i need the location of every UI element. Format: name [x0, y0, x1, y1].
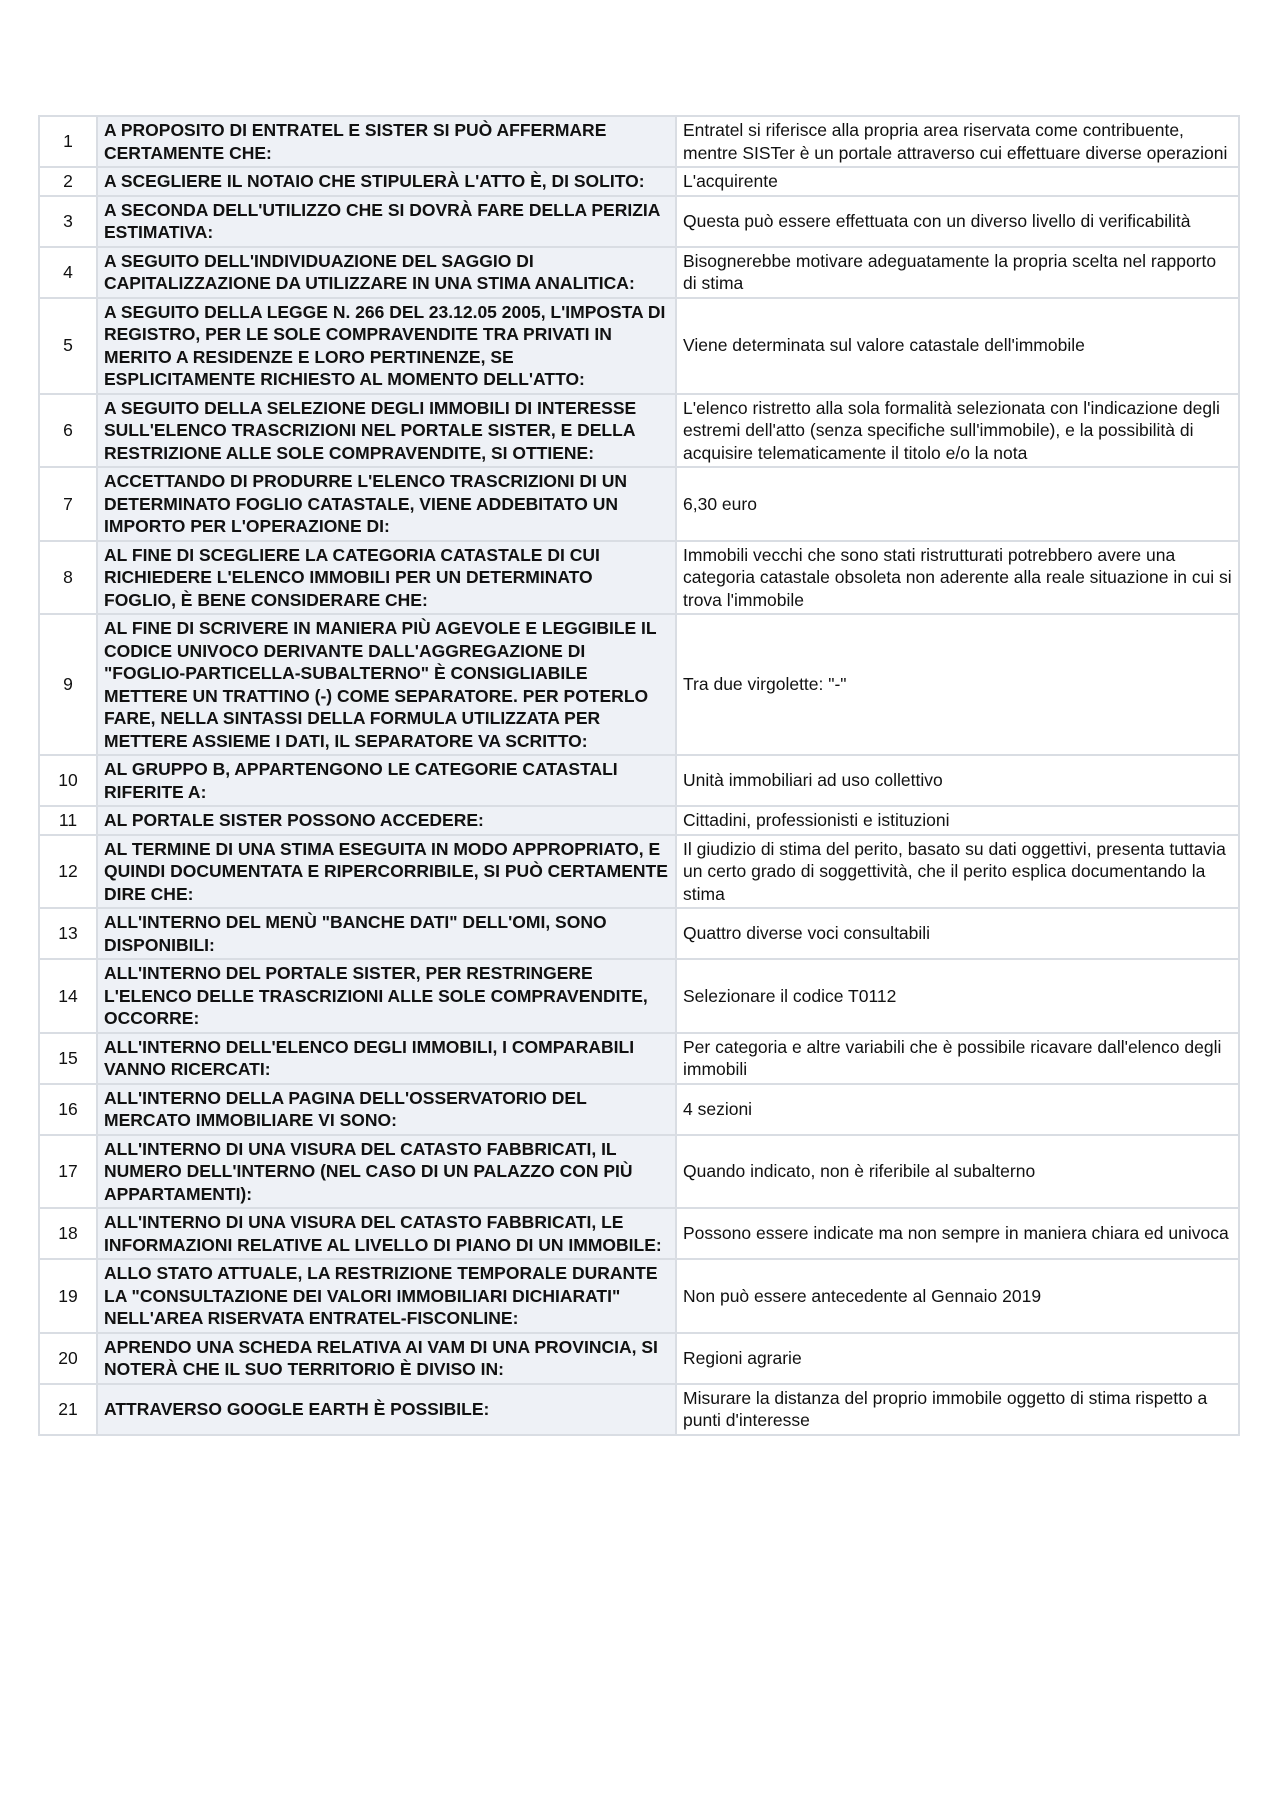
table-row: [39, 908, 1239, 959]
question-cell: AL FINE DI SCRIVERE IN MANIERA PIÙ AGEVOLE E LEGGIBILE IL CODICE UNIVOCO DERIVANTE DALL'AGGREGAZIONE DI "FOGLIO-PARTICELLA-SUBALTERNO" È CONSIGLIABILE METTERE UN TRATTINO (-) COME SEPARATORE. PER POTERLO FARE, NELLA SINTASSI DELLA FORMULA UTILIZZATA PER METTERE ASSIEME I DATI, IL SEPARATORE VA SCRITTO:: [97, 614, 676, 755]
question-cell: A PROPOSITO DI ENTRATEL E SISTER SI PUÒ AFFERMARE CERTAMENTE CHE:: [97, 116, 676, 167]
answer-cell: Tra due virgolette: "-": [676, 614, 1239, 755]
table-row: [39, 614, 1239, 755]
answer-cell: Unità immobiliari ad uso collettivo: [676, 755, 1239, 806]
row-number: 13: [39, 908, 97, 959]
table-row: [39, 116, 1239, 167]
answer-cell: Selezionare il codice T0112: [676, 959, 1239, 1033]
answer-cell: Questa può essere effettuata con un diverso livello di verificabilità: [676, 196, 1239, 247]
question-cell: A SEGUITO DELL'INDIVIDUAZIONE DEL SAGGIO DI CAPITALIZZAZIONE DA UTILIZZARE IN UNA STIMA ANALITICA:: [97, 247, 676, 298]
row-number: 11: [39, 806, 97, 835]
question-cell: ACCETTANDO DI PRODURRE L'ELENCO TRASCRIZIONI DI UN DETERMINATO FOGLIO CATASTALE, VIENE ADDEBITATO UN IMPORTO PER L'OPERAZIONE DI:: [97, 467, 676, 541]
answer-cell: Misurare la distanza del proprio immobile oggetto di stima rispetto a punti d'interesse: [676, 1384, 1239, 1435]
table-row: [39, 959, 1239, 1033]
question-cell: AL GRUPPO B, APPARTENGONO LE CATEGORIE CATASTALI RIFERITE A:: [97, 755, 676, 806]
question-cell: AL PORTALE SISTER POSSONO ACCEDERE:: [97, 806, 676, 835]
row-number: 21: [39, 1384, 97, 1435]
row-number: 9: [39, 614, 97, 755]
answer-cell: 4 sezioni: [676, 1084, 1239, 1135]
table-row: [39, 167, 1239, 196]
row-number: 20: [39, 1333, 97, 1384]
table-row: [39, 1333, 1239, 1384]
answer-cell: Quando indicato, non è riferibile al subalterno: [676, 1135, 1239, 1209]
row-number: 1: [39, 116, 97, 167]
table-row: [39, 1208, 1239, 1259]
answer-cell: Il giudizio di stima del perito, basato su dati oggettivi, presenta tuttavia un certo grado di soggettività, che il perito esplica documentando la stima: [676, 835, 1239, 909]
question-cell: ALL'INTERNO DEL PORTALE SISTER, PER RESTRINGERE L'ELENCO DELLE TRASCRIZIONI ALLE SOLE COMPRAVENDITE, OCCORRE:: [97, 959, 676, 1033]
question-cell: A SEGUITO DELLA SELEZIONE DEGLI IMMOBILI DI INTERESSE SULL'ELENCO TRASCRIZIONI NEL PORTALE SISTER, E DELLA RESTRIZIONE ALLE SOLE COMPRAVENDITE, SI OTTIENE:: [97, 394, 676, 468]
question-cell: A SEGUITO DELLA LEGGE N. 266 DEL 23.12.05 2005, L'IMPOSTA DI REGISTRO, PER LE SOLE COMPRAVENDITE TRA PRIVATI IN MERITO A RESIDENZE E LORO PERTINENZE, SE ESPLICITAMENTE RICHIESTO AL MOMENTO DELL'ATTO:: [97, 298, 676, 394]
row-number: 8: [39, 541, 97, 615]
answer-cell: Regioni agrarie: [676, 1333, 1239, 1384]
row-number: 19: [39, 1259, 97, 1333]
row-number: 12: [39, 835, 97, 909]
answer-cell: L'acquirente: [676, 167, 1239, 196]
answer-cell: L'elenco ristretto alla sola formalità selezionata con l'indicazione degli estremi dell'atto (senza specifiche sull'immobile), e la possibilità di acquisire telematicamente il titolo e/o la nota: [676, 394, 1239, 468]
answer-cell: Entratel si riferisce alla propria area riservata come contribuente, mentre SISTer è un portale attraverso cui effettuare diverse operazioni: [676, 116, 1239, 167]
question-cell: ALL'INTERNO DELLA PAGINA DELL'OSSERVATORIO DEL MERCATO IMMOBILIARE VI SONO:: [97, 1084, 676, 1135]
table-row: [39, 298, 1239, 394]
row-number: 10: [39, 755, 97, 806]
table-row: [39, 1135, 1239, 1209]
row-number: 5: [39, 298, 97, 394]
row-number: 2: [39, 167, 97, 196]
qa-table-body: [39, 116, 1239, 1435]
table-row: [39, 1384, 1239, 1435]
qa-table: [38, 115, 1240, 1436]
answer-cell: Bisognerebbe motivare adeguatamente la propria scelta nel rapporto di stima: [676, 247, 1239, 298]
row-number: 16: [39, 1084, 97, 1135]
question-cell: ALLO STATO ATTUALE, LA RESTRIZIONE TEMPORALE DURANTE LA "CONSULTAZIONE DEI VALORI IMMOBILIARI DICHIARATI" NELL'AREA RISERVATA ENTRATEL-FISCONLINE:: [97, 1259, 676, 1333]
row-number: 4: [39, 247, 97, 298]
table-row: [39, 1259, 1239, 1333]
table-row: [39, 1033, 1239, 1084]
row-number: 7: [39, 467, 97, 541]
answer-cell: Non può essere antecedente al Gennaio 2019: [676, 1259, 1239, 1333]
table-row: [39, 835, 1239, 909]
table-row: [39, 247, 1239, 298]
question-cell: ALL'INTERNO DELL'ELENCO DEGLI IMMOBILI, I COMPARABILI VANNO RICERCATI:: [97, 1033, 676, 1084]
row-number: 3: [39, 196, 97, 247]
question-cell: ALL'INTERNO DI UNA VISURA DEL CATASTO FABBRICATI, LE INFORMAZIONI RELATIVE AL LIVELLO DI PIANO DI UN IMMOBILE:: [97, 1208, 676, 1259]
row-number: 18: [39, 1208, 97, 1259]
answer-cell: Cittadini, professionisti e istituzioni: [676, 806, 1239, 835]
answer-cell: 6,30 euro: [676, 467, 1239, 541]
document-page: [38, 115, 1240, 1436]
row-number: 14: [39, 959, 97, 1033]
row-number: 17: [39, 1135, 97, 1209]
table-row: [39, 196, 1239, 247]
row-number: 6: [39, 394, 97, 468]
answer-cell: Possono essere indicate ma non sempre in maniera chiara ed univoca: [676, 1208, 1239, 1259]
question-cell: A SCEGLIERE IL NOTAIO CHE STIPULERÀ L'ATTO È, DI SOLITO:: [97, 167, 676, 196]
answer-cell: Per categoria e altre variabili che è possibile ricavare dall'elenco degli immobili: [676, 1033, 1239, 1084]
table-row: [39, 755, 1239, 806]
question-cell: AL FINE DI SCEGLIERE LA CATEGORIA CATASTALE DI CUI RICHIEDERE L'ELENCO IMMOBILI PER UN DETERMINATO FOGLIO, È BENE CONSIDERARE CHE:: [97, 541, 676, 615]
table-row: [39, 394, 1239, 468]
table-row: [39, 541, 1239, 615]
table-row: [39, 806, 1239, 835]
table-row: [39, 1084, 1239, 1135]
question-cell: APRENDO UNA SCHEDA RELATIVA AI VAM DI UNA PROVINCIA, SI NOTERÀ CHE IL SUO TERRITORIO È DIVISO IN:: [97, 1333, 676, 1384]
answer-cell: Viene determinata sul valore catastale dell'immobile: [676, 298, 1239, 394]
question-cell: ATTRAVERSO GOOGLE EARTH È POSSIBILE:: [97, 1384, 676, 1435]
row-number: 15: [39, 1033, 97, 1084]
question-cell: ALL'INTERNO DEL MENÙ "BANCHE DATI" DELL'OMI, SONO DISPONIBILI:: [97, 908, 676, 959]
answer-cell: Quattro diverse voci consultabili: [676, 908, 1239, 959]
answer-cell: Immobili vecchi che sono stati ristrutturati potrebbero avere una categoria catastale obsoleta non aderente alla reale situazione in cui si trova l'immobile: [676, 541, 1239, 615]
table-row: [39, 467, 1239, 541]
question-cell: ALL'INTERNO DI UNA VISURA DEL CATASTO FABBRICATI, IL NUMERO DELL'INTERNO (NEL CASO DI UN PALAZZO CON PIÙ APPARTAMENTI):: [97, 1135, 676, 1209]
question-cell: A SECONDA DELL'UTILIZZO CHE SI DOVRÀ FARE DELLA PERIZIA ESTIMATIVA:: [97, 196, 676, 247]
question-cell: AL TERMINE DI UNA STIMA ESEGUITA IN MODO APPROPRIATO, E QUINDI DOCUMENTATA E RIPERCORRIBILE, SI PUÒ CERTAMENTE DIRE CHE:: [97, 835, 676, 909]
